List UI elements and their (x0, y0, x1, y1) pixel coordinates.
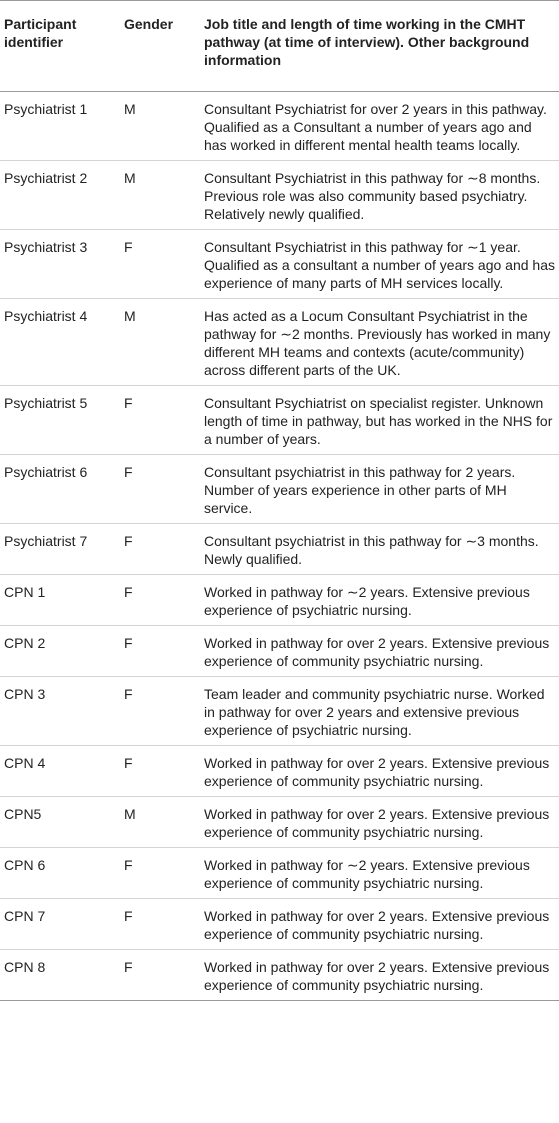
background-info-cell: Worked in pathway for over 2 years. Extensive previous experience of community psychiatric nursing. (200, 950, 559, 1001)
participant-id-cell: CPN 4 (0, 746, 120, 797)
table-row (0, 899, 559, 950)
participant-id-cell: CPN 6 (0, 848, 120, 899)
gender-cell: F (120, 626, 200, 677)
table-row (0, 797, 559, 848)
gender-cell: M (120, 797, 200, 848)
participant-id-cell: Psychiatrist 3 (0, 230, 120, 299)
table-row (0, 230, 559, 299)
background-info-cell: Consultant Psychiatrist on specialist register. Unknown length of time in pathway, but has worked in the NHS for a number of years. (200, 386, 559, 455)
table-body (0, 92, 559, 1001)
background-info-cell: Worked in pathway for over 2 years. Extensive previous experience of community psychiatric nursing. (200, 899, 559, 950)
table-row (0, 161, 559, 230)
participant-id-cell: CPN5 (0, 797, 120, 848)
header-job-title-info: Job title and length of time working in the CMHT pathway (at time of interview). Other background information (200, 1, 559, 92)
gender-cell: F (120, 677, 200, 746)
participant-id-cell: CPN 1 (0, 575, 120, 626)
background-info-cell: Consultant Psychiatrist in this pathway for ∼8 months. Previous role was also community based psychiatry. Relatively newly qualified. (200, 161, 559, 230)
gender-cell: M (120, 299, 200, 386)
participant-id-cell: CPN 7 (0, 899, 120, 950)
participant-id-cell: Psychiatrist 1 (0, 92, 120, 161)
table-row (0, 746, 559, 797)
table-row (0, 386, 559, 455)
table-row (0, 575, 559, 626)
table-row (0, 524, 559, 575)
gender-cell: F (120, 455, 200, 524)
background-info-cell: Worked in pathway for over 2 years. Extensive previous experience of community psychiatric nursing. (200, 626, 559, 677)
table-row (0, 626, 559, 677)
table-row (0, 848, 559, 899)
participant-id-cell: CPN 3 (0, 677, 120, 746)
participant-id-cell: Psychiatrist 4 (0, 299, 120, 386)
gender-cell: M (120, 161, 200, 230)
gender-cell: F (120, 575, 200, 626)
gender-cell: M (120, 92, 200, 161)
background-info-cell: Consultant Psychiatrist for over 2 years in this pathway. Qualified as a Consultant a number of years ago and has worked in different mental health teams locally. (200, 92, 559, 161)
background-info-cell: Worked in pathway for over 2 years. Extensive previous experience of community psychiatric nursing. (200, 797, 559, 848)
gender-cell: F (120, 524, 200, 575)
header-gender: Gender (120, 1, 200, 92)
participant-id-cell: Psychiatrist 6 (0, 455, 120, 524)
gender-cell: F (120, 386, 200, 455)
background-info-cell: Worked in pathway for over 2 years. Extensive previous experience of community psychiatric nursing. (200, 746, 559, 797)
background-info-cell: Worked in pathway for ∼2 years. Extensive previous experience of community psychiatric nursing. (200, 848, 559, 899)
table-header (0, 1, 559, 92)
background-info-cell: Consultant Psychiatrist in this pathway for ∼1 year. Qualified as a consultant a number of years ago and has experience of many parts of MH services locally. (200, 230, 559, 299)
participant-id-cell: CPN 2 (0, 626, 120, 677)
participant-id-cell: Psychiatrist 7 (0, 524, 120, 575)
gender-cell: F (120, 950, 200, 1001)
background-info-cell: Has acted as a Locum Consultant Psychiatrist in the pathway for ∼2 months. Previously has worked in many different MH teams and contexts (acute/community) across different parts of the UK. (200, 299, 559, 386)
gender-cell: F (120, 746, 200, 797)
table-row (0, 455, 559, 524)
table-row (0, 677, 559, 746)
participant-id-cell: Psychiatrist 2 (0, 161, 120, 230)
gender-cell: F (120, 848, 200, 899)
background-info-cell: Consultant psychiatrist in this pathway for ∼3 months. Newly qualified. (200, 524, 559, 575)
gender-cell: F (120, 899, 200, 950)
participant-id-cell: Psychiatrist 5 (0, 386, 120, 455)
background-info-cell: Worked in pathway for ∼2 years. Extensive previous experience of psychiatric nursing. (200, 575, 559, 626)
table-row (0, 950, 559, 1001)
header-participant-identifier: Participant identifier (0, 1, 120, 92)
background-info-cell: Team leader and community psychiatric nurse. Worked in pathway for over 2 years and extensive previous experience of psychiatric nursing. (200, 677, 559, 746)
participant-id-cell: CPN 8 (0, 950, 120, 1001)
table-row (0, 299, 559, 386)
gender-cell: F (120, 230, 200, 299)
header-row (0, 1, 559, 92)
table-row (0, 92, 559, 161)
background-info-cell: Consultant psychiatrist in this pathway for 2 years. Number of years experience in other parts of MH service. (200, 455, 559, 524)
